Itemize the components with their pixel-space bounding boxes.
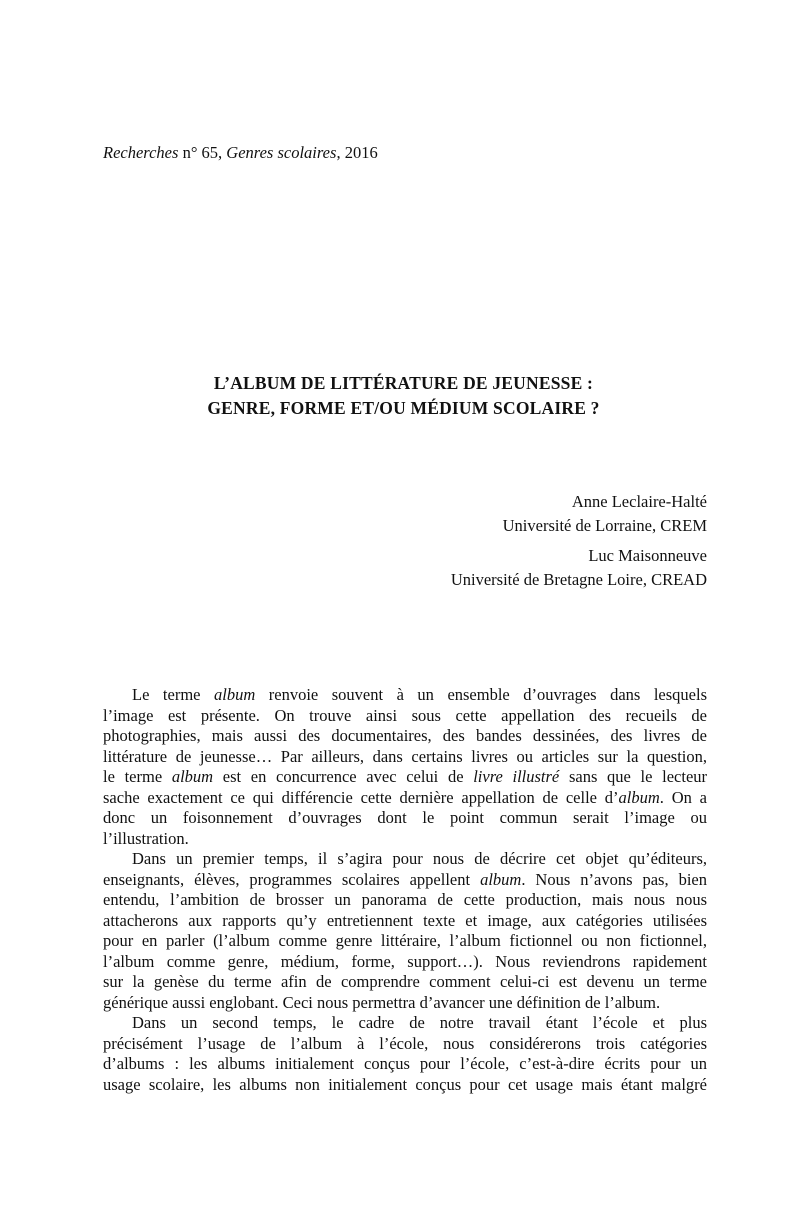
issue-title: Genres scolaires <box>226 143 337 162</box>
body-line: le terme album est en concurrence avec celui de livre illustré sans que le lecteur <box>103 767 708 786</box>
journal-name: Recherches <box>103 143 179 162</box>
author-name: Luc Maisonneuve <box>588 546 707 565</box>
body-line: l’image est présente. On trouve ainsi sous cette appellation des recueils de <box>103 705 707 725</box>
body-line: usage scolaire, les albums non initialement conçus pour cet usage mais étant malgré <box>103 1074 707 1094</box>
author-block <box>451 490 707 592</box>
body-line: d’albums : les albums initialement conçus pour l’école, c’est-à-dire écrits pour un <box>103 1054 707 1073</box>
body-line: entendu, l’ambition de brosser un panorama de cette production, mais nous nous <box>103 890 707 909</box>
body-line: sur la genèse du terme afin de comprendre comment celui-ci est devenu un terme <box>103 972 707 991</box>
body-line: l’album comme genre, médium, forme, support…). Nous reviendrons rapidement <box>103 951 707 971</box>
body-line: donc un foisonnement d’ouvrages dont le point commun serait l’image ou <box>103 808 707 827</box>
body-line: l’illustration. <box>103 828 189 848</box>
body-line: précisément l’usage de l’album à l’école, nous considérerons trois catégories <box>103 1033 707 1053</box>
author-affiliation: Université de Lorraine, CREM <box>502 516 707 535</box>
running-head <box>103 143 378 163</box>
body-line: Le terme album renvoie souvent à un ensemble d’ouvrages dans lesquels <box>132 685 707 704</box>
author-name: Anne Leclaire-Halté <box>571 492 707 511</box>
title-line-2: GENRE, FORME ET/OU MÉDIUM SCOLAIRE ? <box>207 398 600 418</box>
body-line: attacherons aux rapports qu’y entretiennent texte et image, aux catégories utilisées <box>103 910 707 930</box>
author-affiliation: Université de Bretagne Loire, CREAD <box>450 570 707 589</box>
article-title <box>0 371 807 421</box>
body-line: sache exactement ce qui différencie cette dernière appellation de celle d’album. On a <box>103 787 707 807</box>
body-line: Dans un premier temps, il s’agira pour nous de décrire cet objet qu’éditeurs, <box>132 849 707 868</box>
issue-number: n° 65, <box>178 143 227 162</box>
body-line: pour en parler (l’album comme genre littéraire, l’album fictionnel ou non fictionnel, <box>103 931 707 950</box>
title-line-1: L’ALBUM DE LITTÉRATURE DE JEUNESSE : <box>213 373 594 393</box>
issue-year: , 2016 <box>336 143 378 162</box>
body-line: générique aussi englobant. Ceci nous permettra d’avancer une définition de l’album. <box>103 992 661 1012</box>
body-line: photographies, mais aussi des documentaires, des bandes dessinées, des livres de <box>103 726 707 745</box>
body-line: littérature de jeunesse… Par ailleurs, dans certains livres ou articles sur la question, <box>103 746 707 766</box>
article-body <box>103 685 707 1095</box>
body-line: enseignants, élèves, programmes scolaires appellent album. Nous n’avons pas, bien <box>103 869 707 889</box>
body-line: Dans un second temps, le cadre de notre travail étant l’école et plus <box>132 1013 707 1032</box>
